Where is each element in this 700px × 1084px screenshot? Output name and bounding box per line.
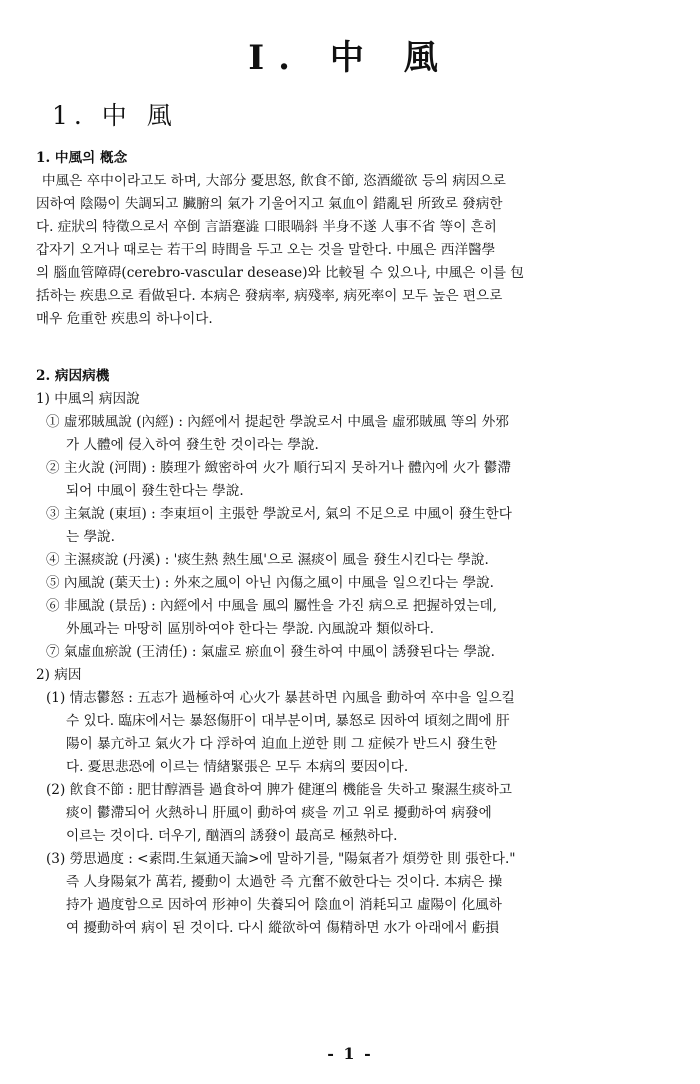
theory-line: 는 學說. — [66, 529, 115, 545]
causes-heading: 2) 病因 — [36, 667, 82, 683]
theory-line: 外風과는 마땅히 區別하여야 한다는 學說. 內風說과 類似하다. — [66, 621, 434, 637]
cause-line: 즉 人身陽氣가 萬若, 擾動이 太過한 즉 亢奮不斂한다는 것이다. 本病은 操 — [66, 874, 503, 890]
cause-line: 이르는 것이다. 더우기, 酗酒의 誘發이 最高로 極熱하다. — [66, 828, 398, 844]
etiology-heading: 2. 病因病機 — [36, 368, 110, 384]
content-body — [36, 147, 666, 940]
cause-line: (2) 飮食不節 : 肥甘醇酒를 過食하여 脾가 健運의 機能을 失하고 聚濕生痰하고 — [46, 782, 512, 798]
theory-line: ① 虛邪賊風說 (內經) : 內經에서 提起한 學說로서 中風을 虛邪賊風 等의 外邪 — [46, 414, 509, 430]
concept-line: 매우 危重한 疾患의 하나이다. — [36, 311, 213, 327]
concept-line: 中風은 卒中이라고도 하며, 大部分 憂思怒, 飮食不節, 恣酒縱欲 등의 病因으로 — [42, 173, 506, 189]
theory-line: ⑤ 內風說 (葉天士) : 外來之風이 아닌 內傷之風이 中風을 일으킨다는 學說. — [46, 575, 494, 591]
cause-line: 痰이 鬱滯되어 火熱하니 肝風이 動하여 痰을 끼고 위로 擾動하여 病發에 — [66, 805, 492, 821]
theory-line: 되어 中風이 發生한다는 學說. — [66, 483, 244, 499]
theory-line: ③ 主氣說 (東垣) : 李東垣이 主張한 學說로서, 氣의 不足으로 中風이 發生한다 — [46, 506, 512, 522]
concept-line: 다. 症狀의 特徵으로서 卒倒 言語蹇澁 口眼喎斜 半身不遂 人事不省 等이 흔히 — [36, 219, 497, 235]
cause-line: 다. 憂思悲恐에 이르는 情緖緊張은 모두 本病의 要因이다. — [66, 759, 409, 775]
cause-line: 수 있다. 臨床에서는 暴怒傷肝이 대부분이며, 暴怒로 因하여 頃刻之間에 肝 — [66, 713, 510, 729]
concept-line: 의 腦血管障碍(cerebro-vascular desease)와 比較될 수 있으나, 中風은 이를 包 — [36, 265, 524, 281]
theories-heading: 1) 中風의 病因說 — [36, 391, 140, 407]
theory-line: ⑦ 氣虛血瘀說 (王淸任) : 氣虛로 瘀血이 發生하여 中風이 誘發된다는 學說. — [46, 644, 495, 660]
theory-line: ② 主火說 (河間) : 腠理가 緻密하여 火가 順行되지 못하거나 體內에 火가 鬱滯 — [46, 460, 511, 476]
spacer — [36, 331, 666, 365]
page-number: - 1 - — [327, 1044, 373, 1063]
theory-line: ⑥ 非風說 (景岳) : 內經에서 中風을 風의 屬性을 가진 病으로 把握하였는데, — [46, 598, 497, 614]
concept-line: 括하는 疾患으로 看做된다. 本病은 發病率, 病殘率, 病死率이 모두 높은 편으로 — [36, 288, 503, 304]
cause-line: (1) 情志鬱怒 : 五志가 過極하여 心火가 暴甚하면 內風을 動하여 卒中을 일으킬 — [46, 690, 515, 706]
cause-line: (3) 勞思過度 : <素問.生氣通天論>에 말하기를, "陽氣者가 煩勞한 則 張한다." — [46, 851, 516, 867]
theory-line: ④ 主濕痰說 (丹溪) : '痰生熱 熱生風'으로 濕痰이 風을 發生시킨다는 學說. — [46, 552, 489, 568]
theory-line: 가 人體에 侵入하여 發生한 것이라는 學說. — [66, 437, 319, 453]
section-title: 1. 中 風 — [52, 101, 178, 130]
cause-line: 持가 過度함으로 因하여 形神이 失養되어 陰血이 消耗되고 虛陽이 化風하 — [66, 897, 502, 913]
concept-line: 갑자기 오거나 때로는 若干의 時間을 두고 오는 것을 말한다. 中風은 西洋醫學 — [36, 242, 496, 258]
concept-heading: 1. 中風의 槪念 — [36, 150, 128, 166]
cause-line: 여 擾動하여 病이 된 것이다. 다시 縱欲하여 傷精하면 水가 아래에서 虧損 — [66, 920, 499, 936]
cause-line: 陽이 暴亢하고 氣火가 다 浮하여 迫血上逆한 則 그 症候가 반드시 發生한 — [66, 736, 497, 752]
chapter-title: I. 中 風 — [248, 38, 452, 78]
concept-line: 因하여 陰陽이 失調되고 臟腑의 氣가 기울어지고 氣血이 錯亂된 所致로 發病한 — [36, 196, 503, 212]
